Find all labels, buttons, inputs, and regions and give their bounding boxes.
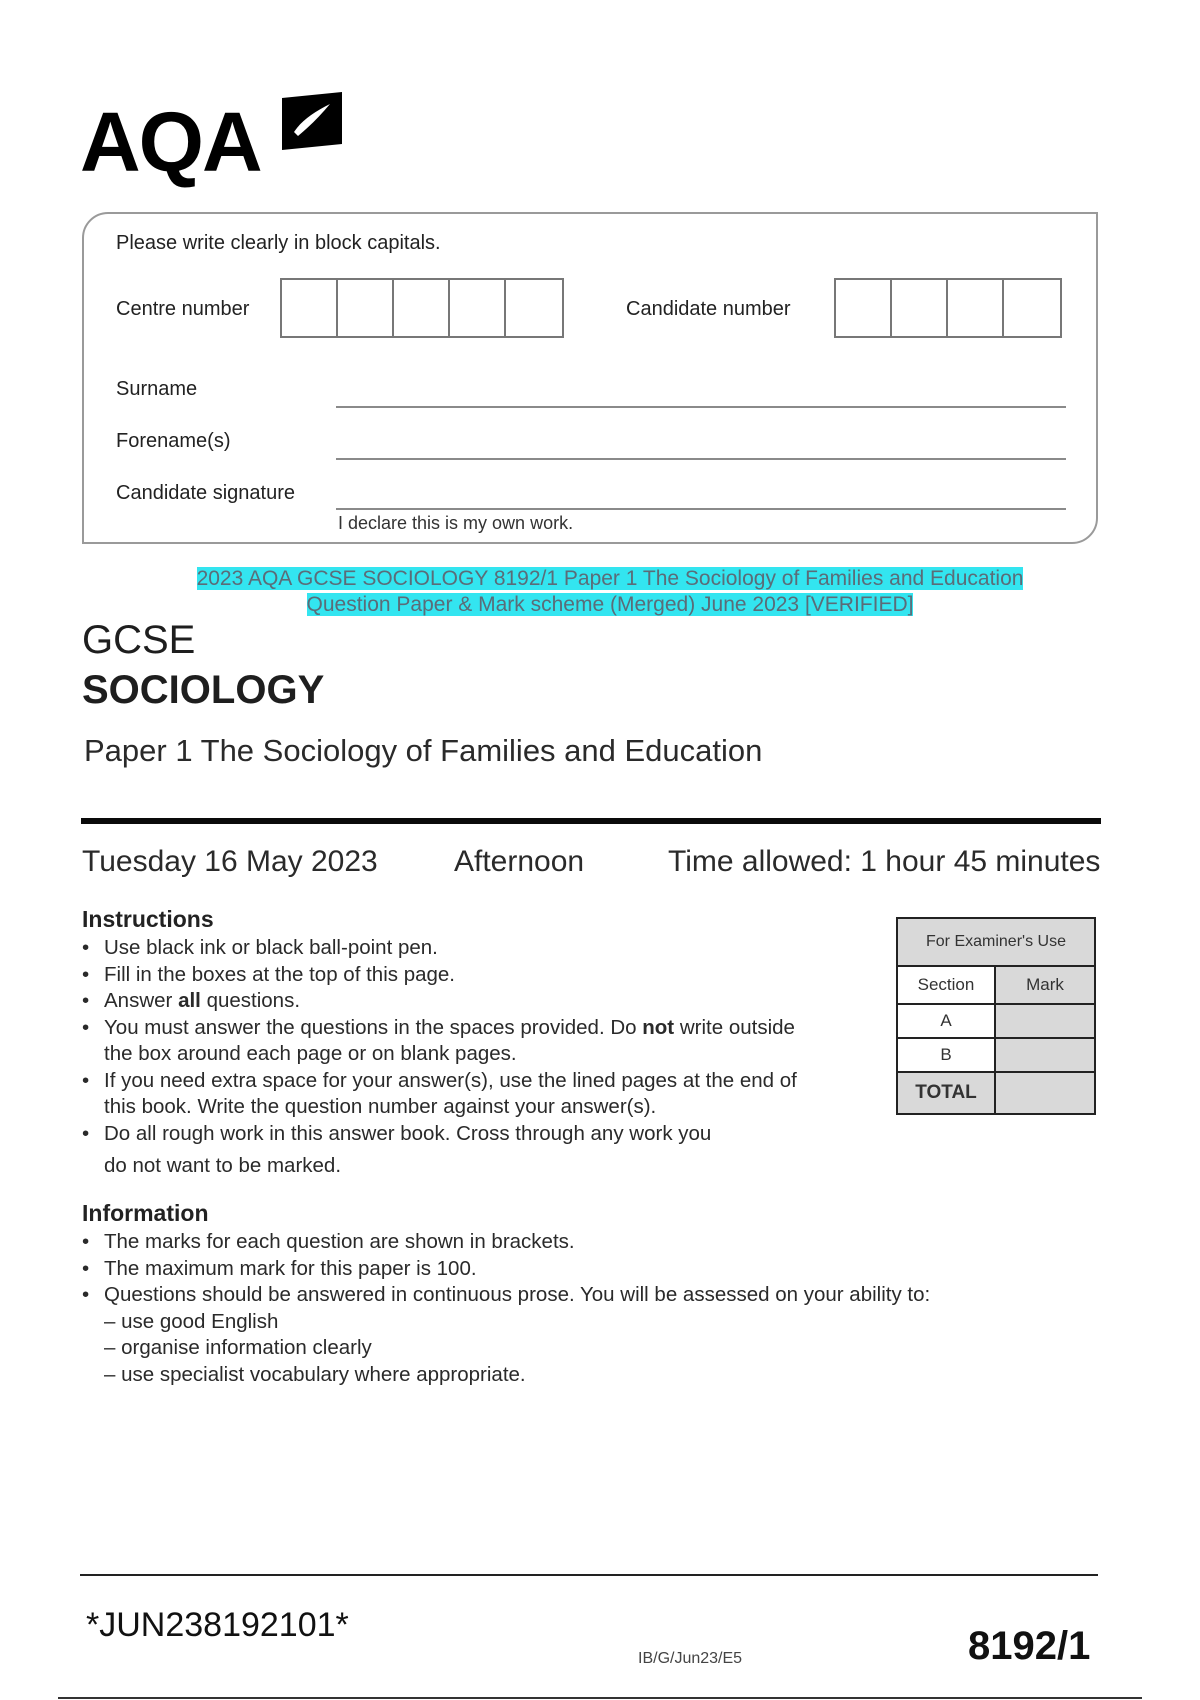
banner-line-2: Question Paper & Mark scheme (Merged) June 2023 [VERIFIED] bbox=[306, 593, 914, 616]
banner-line-1: 2023 AQA GCSE SOCIOLOGY 8192/1 Paper 1 The Sociology of Families and Education bbox=[196, 567, 1024, 590]
candidate-number-boxes[interactable] bbox=[834, 278, 1062, 338]
section-a-mark bbox=[995, 1004, 1095, 1038]
instruction-text: questions. bbox=[206, 989, 301, 1012]
digit-box[interactable] bbox=[836, 280, 892, 336]
reference-code: IB/G/Jun23/E5 bbox=[638, 1650, 743, 1667]
instruction-text: You must answer the questions in the spaces provided. Do bbox=[104, 1015, 637, 1039]
logo-text: AQA bbox=[80, 95, 261, 189]
digit-box[interactable] bbox=[1004, 280, 1060, 336]
digit-box[interactable] bbox=[450, 280, 506, 336]
information-item: • Questions should be answered in continuous prose. You will be assessed on your ability to: bbox=[82, 1282, 1082, 1309]
exam-date: Tuesday 16 May 2023 bbox=[82, 845, 378, 878]
instruction-item: • Fill in the boxes at the top of this page. bbox=[82, 962, 882, 989]
surname-field[interactable] bbox=[336, 406, 1066, 408]
information-item: • The marks for each question are shown in brackets. bbox=[82, 1229, 1082, 1256]
instruction-text: this book. Write the question number against your answer(s). bbox=[104, 1095, 657, 1118]
declaration-text: I declare this is my own work. bbox=[338, 513, 574, 533]
digit-box[interactable] bbox=[282, 280, 338, 336]
total-mark bbox=[995, 1072, 1095, 1114]
signature-field[interactable] bbox=[336, 508, 1066, 510]
information-subitem: – organise information clearly bbox=[104, 1336, 372, 1359]
digit-box[interactable] bbox=[506, 280, 562, 336]
section-b-cell: B bbox=[897, 1038, 995, 1072]
form-instruction: Please write clearly in block capitals. bbox=[116, 232, 441, 254]
section-column-header: Section bbox=[897, 966, 995, 1004]
section-a-cell: A bbox=[897, 1004, 995, 1038]
examiner-table-title: For Examiner's Use bbox=[897, 918, 1095, 966]
section-b-mark bbox=[995, 1038, 1095, 1072]
paper-title: Paper 1 The Sociology of Families and Education bbox=[84, 733, 763, 768]
instructions-heading: Instructions bbox=[82, 906, 214, 932]
instruction-text: write outside bbox=[679, 1015, 795, 1039]
instruction-item: • Use black ink or black ball-point pen. bbox=[82, 935, 882, 962]
instruction-item bbox=[82, 988, 882, 1015]
forenames-label: Forename(s) bbox=[116, 430, 231, 452]
time-allowed: Time allowed: 1 hour 45 minutes bbox=[668, 845, 1101, 878]
bottom-divider bbox=[58, 1697, 1142, 1699]
exam-session: Afternoon bbox=[454, 845, 585, 878]
paper-code: 8192/1 bbox=[968, 1624, 1091, 1668]
instruction-text: Do all rough work in this answer book. Cross through any work you bbox=[104, 1121, 712, 1145]
examiner-use-table bbox=[896, 917, 1096, 1115]
centre-number-label: Centre number bbox=[116, 298, 250, 320]
title-divider bbox=[81, 818, 1101, 824]
highlight-banner bbox=[150, 566, 1070, 618]
aqa-logo bbox=[80, 92, 360, 192]
instruction-item bbox=[82, 1015, 882, 1068]
footer-divider bbox=[80, 1574, 1098, 1576]
surname-label: Surname bbox=[116, 378, 198, 400]
information-list bbox=[82, 1229, 1082, 1388]
digit-box[interactable] bbox=[338, 280, 394, 336]
logo-flag-icon bbox=[280, 92, 342, 150]
digit-box[interactable] bbox=[892, 280, 948, 336]
forenames-field[interactable] bbox=[336, 458, 1066, 460]
instructions-list bbox=[82, 935, 882, 1180]
instruction-text: the box around each page or on blank pages. bbox=[104, 1042, 517, 1065]
digit-box[interactable] bbox=[948, 280, 1004, 336]
centre-number-boxes[interactable] bbox=[280, 278, 564, 338]
total-cell: TOTAL bbox=[897, 1072, 995, 1114]
information-subitem: – use specialist vocabulary where appropriate. bbox=[104, 1362, 526, 1386]
signature-label: Candidate signature bbox=[116, 482, 296, 504]
mark-column-header: Mark bbox=[995, 966, 1095, 1004]
instruction-emphasis: not bbox=[642, 1015, 675, 1039]
barcode-text: *JUN238192101* bbox=[86, 1606, 349, 1644]
qualification-level: GCSE bbox=[82, 618, 196, 662]
information-heading: Information bbox=[82, 1200, 209, 1226]
candidate-number-label: Candidate number bbox=[626, 298, 791, 320]
digit-box[interactable] bbox=[394, 280, 450, 336]
information-subitem: – use good English bbox=[104, 1309, 279, 1333]
instruction-item bbox=[82, 1121, 882, 1180]
instruction-emphasis: all bbox=[178, 989, 201, 1012]
instruction-text: do not want to be marked. bbox=[104, 1154, 342, 1177]
instruction-item bbox=[82, 1068, 882, 1121]
information-item: • The maximum mark for this paper is 100. bbox=[82, 1256, 1082, 1283]
instruction-text: Answer bbox=[104, 989, 173, 1012]
instruction-text: If you need extra space for your answer(s), use the lined pages at the end of bbox=[104, 1068, 797, 1092]
subject-title: SOCIOLOGY bbox=[82, 668, 325, 712]
